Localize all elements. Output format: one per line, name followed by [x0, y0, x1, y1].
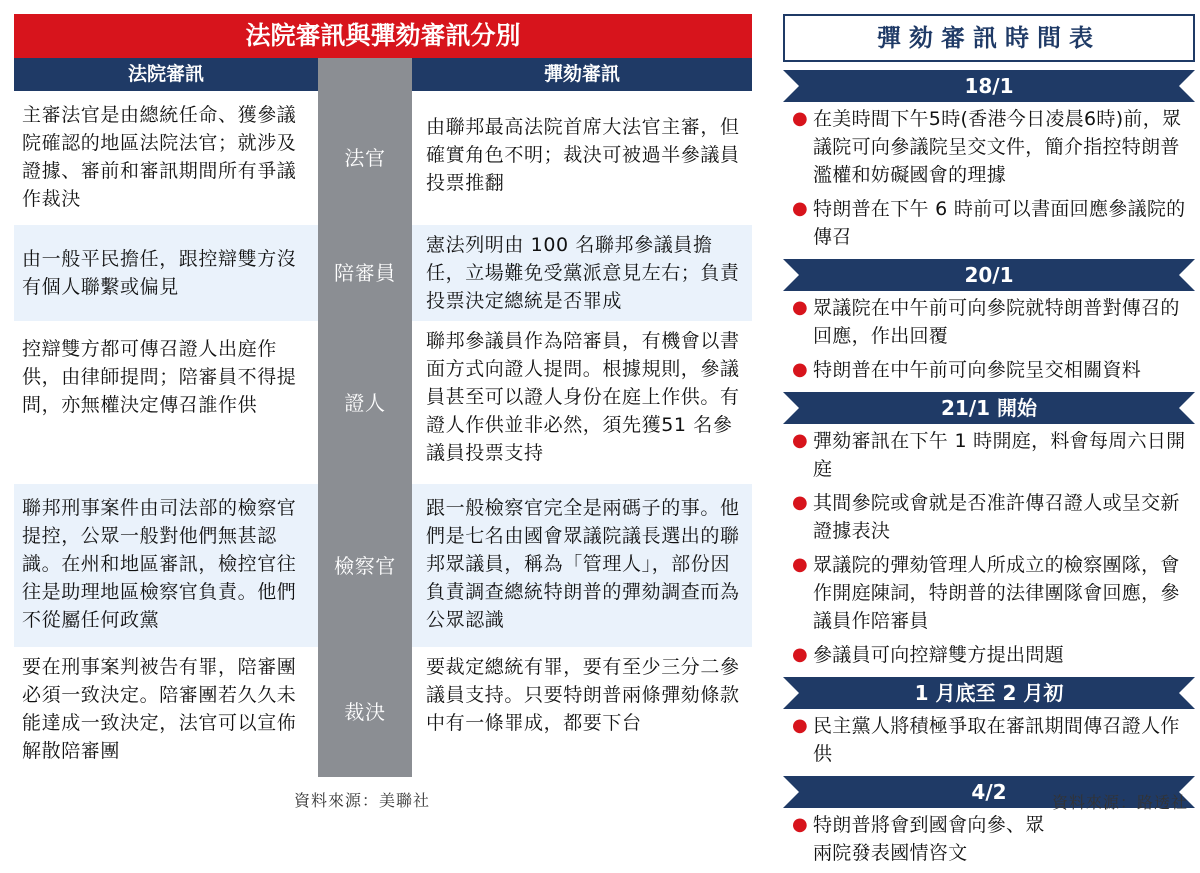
bullet-list — [783, 294, 1195, 384]
list-item — [792, 489, 1195, 545]
bullet-dot-icon: ● — [792, 108, 809, 129]
impeach-verdict-text: 要裁定總統有罪，要有至少三分二參議員支持。只要特朗普兩條彈劾條款中有一條罪成，都要下台 — [412, 647, 752, 777]
bullet-list — [783, 811, 1195, 867]
list-item — [792, 356, 1195, 384]
header-label-spacer — [318, 58, 412, 91]
court-verdict-text: 要在刑事案判被告有罪，陪審團必須一致決定。陪審團若久久未能達成一致決定，法官可以宣佈解散陪審團 — [14, 647, 318, 777]
comparison-table — [14, 14, 752, 777]
list-item — [792, 712, 1195, 768]
list-item-text: 民主黨人將積極爭取在審訊期間傳召證人作供 — [813, 715, 1180, 765]
timeline-title: 彈劾審訊時間表 — [783, 14, 1195, 62]
list-item-text: 特朗普在下午 6 時前可以書面回應參議院的傳召 — [813, 198, 1186, 248]
bullet-list — [783, 427, 1195, 669]
list-item — [792, 105, 1195, 189]
row-label-witness: 證人 — [318, 321, 412, 484]
row-label-prosecutor: 檢察官 — [318, 484, 412, 647]
table-row-judge — [14, 91, 752, 225]
list-item — [792, 427, 1195, 483]
date-banner: 18/1 — [783, 70, 1195, 102]
list-item — [792, 811, 1195, 867]
list-item-text: 特朗普在中午前可向參院呈交相關資料 — [813, 359, 1142, 381]
bullet-dot-icon: ● — [792, 492, 809, 513]
left-source-credit: 資料來源：美聯社 — [294, 791, 431, 810]
bullet-dot-icon: ● — [792, 359, 809, 380]
impeach-witness-text: 聯邦參議員作為陪審員，有機會以書面方式向證人提問。根據規則，參議員甚至可以證人身份在庭上作供。有證人作供並非必然，須先獲51 名參議員投票支持 — [412, 321, 752, 484]
row-label-judge: 法官 — [318, 91, 412, 225]
impeach-judge-text: 由聯邦最高法院首席大法官主審，但確實角色不明；裁決可被過半參議員投票推翻 — [412, 91, 752, 225]
bullet-dot-icon: ● — [792, 814, 809, 835]
bullet-dot-icon: ● — [792, 297, 809, 318]
list-item-text: 參議員可向控辯雙方提出問題 — [813, 644, 1064, 666]
list-item-text: 眾議院在中午前可向參院就特朗普對傳召的回應，作出回覆 — [813, 297, 1180, 347]
bullet-list — [783, 105, 1195, 251]
header-court-trial: 法院審訊 — [14, 58, 318, 91]
impeach-jury-text: 憲法列明由 100 名聯邦參議員擔任，立場難免受黨派意見左右；負責投票決定總統是否罪成 — [412, 225, 752, 321]
list-item-text: 其間參院或會就是否准許傳召證人或呈交新證據表決 — [813, 492, 1180, 542]
bullet-list — [783, 712, 1195, 768]
date-banner: 1 月底至 2 月初 — [783, 677, 1195, 709]
list-item — [792, 294, 1195, 350]
row-label-jury: 陪審員 — [318, 225, 412, 321]
court-witness-text: 控辯雙方都可傳召證人出庭作供，由律師提問；陪審員不得提問，亦無權決定傳召誰作供 — [14, 321, 318, 484]
list-item — [792, 551, 1195, 635]
impeach-prosecutor-text: 跟一般檢察官完全是兩碼子的事。他們是七名由國會眾議院議長選出的聯邦眾議員，稱為「管理人」，部份因負責調查總統特朗普的彈劾調查而為公眾認識 — [412, 484, 752, 647]
date-banner: 20/1 — [783, 259, 1195, 291]
list-item-text: 彈劾審訊在下午 1 時開庭，料會每周六日開庭 — [813, 430, 1186, 480]
impeachment-timeline — [783, 14, 1195, 873]
header-impeachment-trial: 彈劾審訊 — [412, 58, 752, 91]
list-item — [792, 195, 1195, 251]
right-source-credit: 資料來源：路透社 — [1051, 793, 1188, 812]
list-item — [792, 641, 1195, 669]
table-row-verdict — [14, 647, 752, 777]
date-banner: 4/2 — [783, 776, 1195, 808]
bullet-dot-icon: ● — [792, 198, 809, 219]
date-banner: 21/1 開始 — [783, 392, 1195, 424]
court-prosecutor-text: 聯邦刑事案件由司法部的檢察官提控，公眾一般對他們無甚認識。在州和地區審訊，檢控官往往是助理地區檢察官負責。他們不從屬任何政黨 — [14, 484, 318, 647]
court-judge-text: 主審法官是由總統任命、獲參議院確認的地區法院法官；就涉及證據、審前和審訊期間所有爭議作裁決 — [14, 91, 318, 225]
bullet-dot-icon: ● — [792, 715, 809, 736]
bullet-dot-icon: ● — [792, 644, 809, 665]
list-item-text: 眾議院的彈劾管理人所成立的檢察團隊，會作開庭陳詞，特朗普的法律團隊會回應，參議員作陪審員 — [813, 554, 1180, 632]
court-jury-text: 由一般平民擔任，跟控辯雙方沒有個人聯繫或偏見 — [14, 225, 318, 321]
row-label-verdict: 裁決 — [318, 647, 412, 777]
table-title: 法院審訊與彈劾審訊分別 — [14, 14, 752, 58]
table-row-jury — [14, 225, 752, 321]
table-row-prosecutor — [14, 484, 752, 647]
bullet-dot-icon: ● — [792, 430, 809, 451]
table-row-witness — [14, 321, 752, 484]
bullet-dot-icon: ● — [792, 554, 809, 575]
list-item-text: 在美時間下午5時(香港今日凌晨6時)前，眾議院可向參議院呈交文件，簡介指控特朗普濫權和妨礙國會的理據 — [813, 108, 1182, 186]
column-header-row — [14, 58, 752, 91]
list-item-text: 特朗普將會到國會向參、眾兩院發表國情咨文 — [813, 814, 1045, 864]
